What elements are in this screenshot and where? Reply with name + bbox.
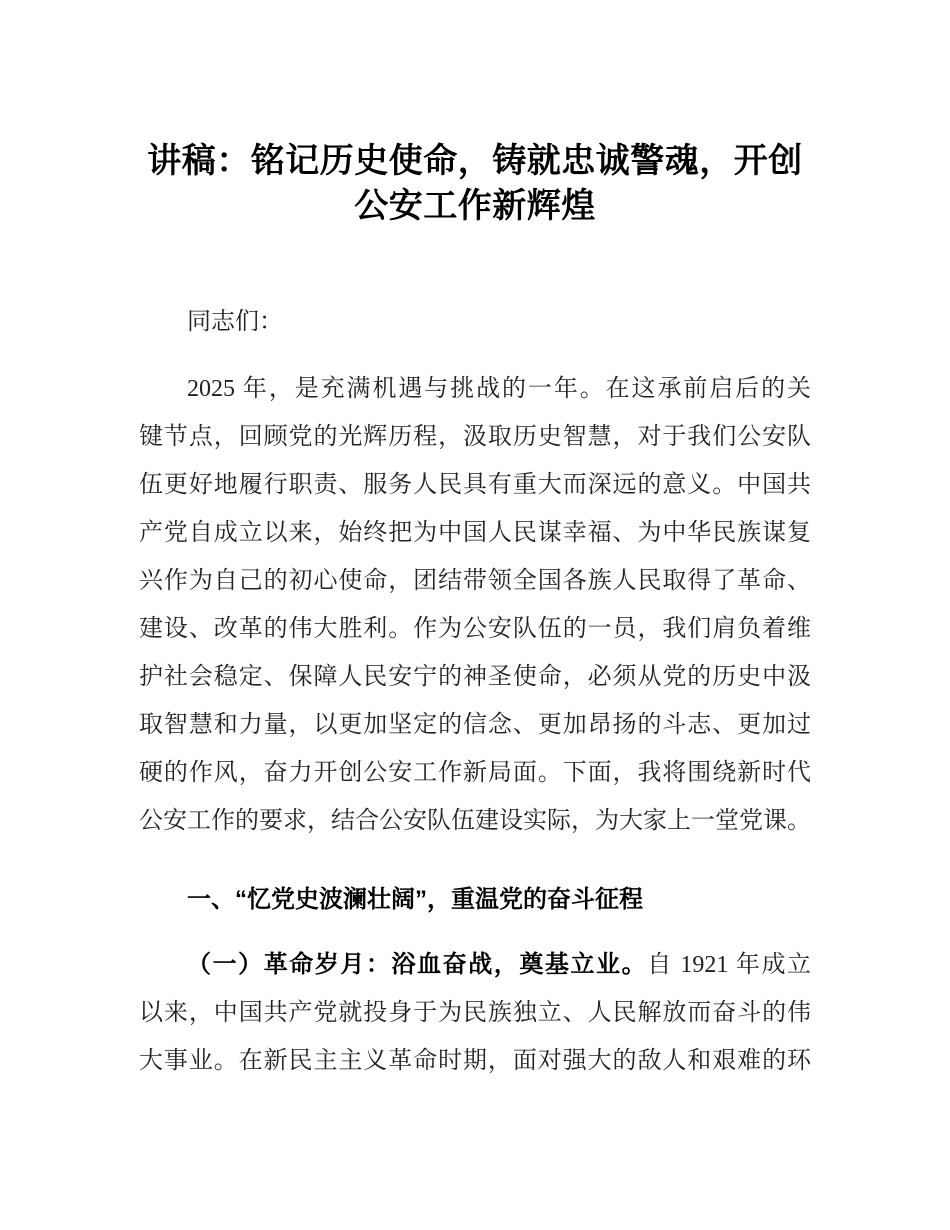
intro-line: 取智慧和力量，以更加坚定的信念、更加昂扬的斗志、更加过: [139, 712, 811, 738]
title-line-1: 讲稿：铭记历史使命，铸就忠诚警魂，开创: [147, 142, 803, 180]
intro-line: 建设、改革的伟大胜利。作为公安队伍的一员，我们肩负着维: [139, 616, 811, 642]
subsection-line: 大事业。在新民主主义革命时期，面对强大的敌人和艰难的环: [139, 1048, 811, 1074]
subsection-line: 以来，中国共产党就投身于为民族独立、人民解放而奋斗的伟: [139, 1000, 811, 1026]
document-title: [139, 139, 811, 229]
intro-line: 键节点，回顾党的光辉历程，汲取历史智慧，对于我们公安队: [139, 424, 811, 450]
salutation-text: 同志们：: [187, 309, 283, 335]
subsection-paragraph-1: [139, 941, 811, 1085]
salutation-paragraph: [139, 298, 811, 346]
intro-line: 2025 年，是充满机遇与挑战的一年。在这承前启后的关: [187, 376, 811, 402]
section-heading-1: 一、“忆党史波澜壮阔”，重温党的奋斗征程: [187, 886, 643, 913]
intro-line: 伍更好地履行职责、服务人民具有重大而深远的意义。中国共: [139, 472, 811, 498]
intro-line: 公安工作的要求，结合公安队伍建设实际，为大家上一堂党课。: [139, 808, 811, 834]
intro-line: 硬的作风，奋力开创公安工作新局面。下面，我将围绕新时代: [139, 760, 811, 786]
subsection-lead: （一）革命岁月：浴血奋战，奠基立业。: [187, 951, 648, 978]
title-line-2: 公安工作新辉煌: [354, 187, 596, 225]
document-body: [139, 298, 811, 1085]
intro-line: 兴作为自己的初心使命，团结带领全国各族人民取得了革命、: [139, 568, 811, 594]
intro-paragraph: [139, 365, 811, 845]
intro-line: 产党自成立以来，始终把为中国人民谋幸福、为中华民族谋复: [139, 520, 811, 546]
intro-line: 护社会稳定、保障人民安宁的神圣使命，必须从党的历史中汲: [139, 664, 811, 690]
subsection-lead-rest: 自 1921 年成立: [647, 952, 812, 978]
subsection-line-first: [139, 941, 811, 989]
